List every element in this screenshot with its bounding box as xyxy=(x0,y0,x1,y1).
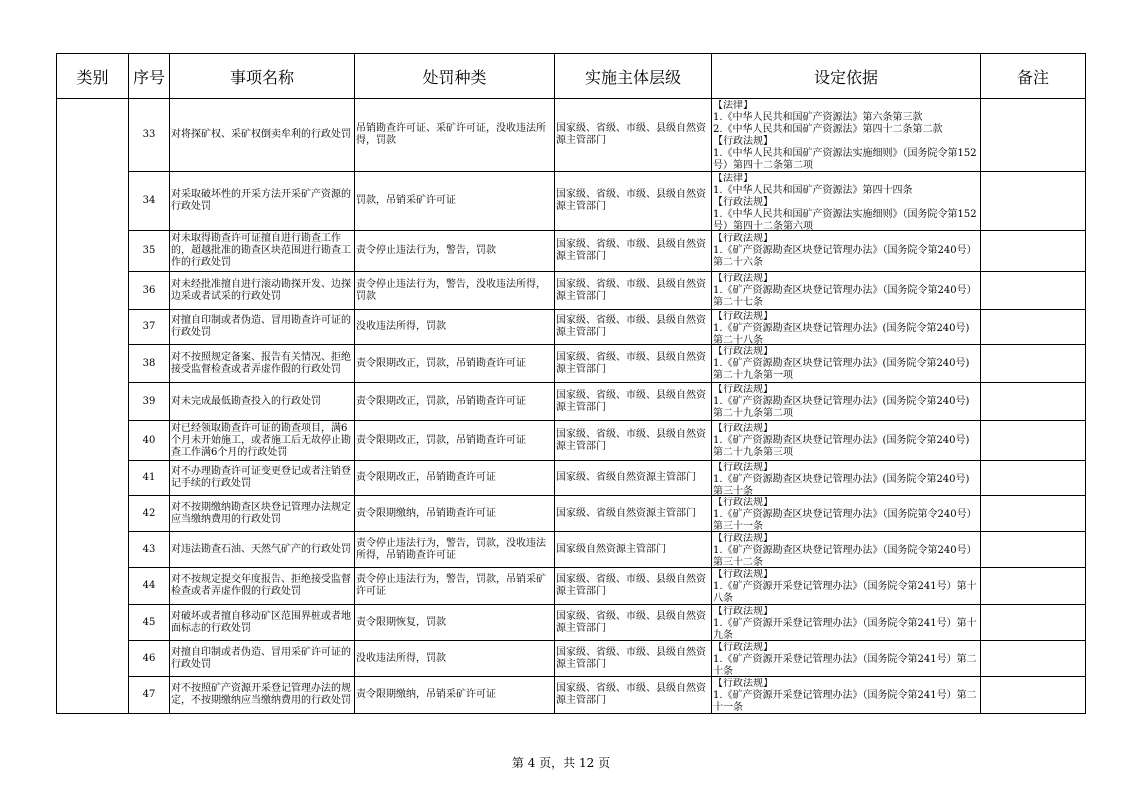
basis-line: 【法律】 xyxy=(713,99,753,111)
basis-cell xyxy=(712,532,981,568)
table-row xyxy=(57,641,1086,677)
seq-cell: 47 xyxy=(129,677,170,714)
header-penalty: 处罚种类 xyxy=(355,54,555,99)
penalty-cell: 吊销勘查许可证、采矿许可证，没收违法所得，罚款 xyxy=(355,99,555,172)
level-cell: 国家级自然资源主管部门 xyxy=(555,532,712,568)
remark-cell xyxy=(981,272,1086,310)
penalty-cell: 责令限期恢复，罚款 xyxy=(355,605,555,641)
remark-cell xyxy=(981,677,1086,714)
item-cell: 对违法勘查石油、天然气矿产的行政处罚 xyxy=(170,532,355,568)
basis-line: 【行政法规】 xyxy=(713,532,773,544)
level-cell: 国家级、省级、市级、县级自然资源主管部门 xyxy=(555,641,712,677)
item-cell: 对破坏或者擅自移动矿区范围界桩或者地面标志的行政处罚 xyxy=(170,605,355,641)
level-cell: 国家级、省级、市级、县级自然资源主管部门 xyxy=(555,310,712,345)
table-row xyxy=(57,99,1086,172)
item-cell: 对不按照规定备案、报告有关情况、拒绝接受监督检查或者弄虚作假的行政处罚 xyxy=(170,345,355,383)
basis-line: 1.《矿产资源勘查区块登记管理办法》（国务院令第240号）第三十二条 xyxy=(713,544,977,567)
basis-line: 【行政法规】 xyxy=(713,196,773,208)
level-cell: 国家级、省级、市级、县级自然资源主管部门 xyxy=(555,677,712,714)
level-cell: 国家级、省级、市级、县级自然资源主管部门 xyxy=(555,421,712,461)
seq-cell: 34 xyxy=(129,172,170,231)
table-row xyxy=(57,461,1086,496)
basis-line: 1.《中华人民共和国矿产资源法实施细则》（国务院令第152号）第四十二条第六项 xyxy=(713,208,977,230)
remark-cell xyxy=(981,345,1086,383)
page-footer: 第 4 页，共 12 页 xyxy=(511,756,611,770)
basis-line: 【行政法规】 xyxy=(713,461,773,473)
penalty-cell: 责令停止违法行为，警告，没收违法所得，罚款 xyxy=(355,272,555,310)
basis-line: 【行政法规】 xyxy=(713,568,773,580)
seq-cell: 36 xyxy=(129,272,170,310)
basis-cell xyxy=(712,605,981,641)
basis-line: 【行政法规】 xyxy=(713,135,773,147)
penalty-cell: 责令停止违法行为，警告，罚款 xyxy=(355,231,555,272)
basis-line: 1.《矿产资源勘查区块登记管理办法》(国务院令第240号)第三十条 xyxy=(713,473,970,495)
basis-line: 1.《矿产资源开采登记管理办法》（国务院令第241号）第二十一条 xyxy=(713,689,977,713)
basis-line: 【行政法规】 xyxy=(713,677,773,689)
penalty-cell: 责令限期改正，吊销勘查许可证 xyxy=(355,461,555,496)
item-cell: 对擅自印制或者伪造、冒用勘查许可证的行政处罚 xyxy=(170,310,355,345)
penalty-table xyxy=(56,53,1086,714)
header-level: 实施主体层级 xyxy=(555,54,712,99)
basis-line: 1.《中华人民共和国矿产资源法》第四十四条 xyxy=(713,184,913,196)
basis-line: 【行政法规】 xyxy=(713,496,773,508)
remark-cell xyxy=(981,461,1086,496)
header-basis: 设定依据 xyxy=(712,54,981,99)
basis-line: 1.《矿产资源勘查区块登记管理办法》(国务院令第240号)第二十九条第一项 xyxy=(713,357,970,381)
header-remark: 备注 xyxy=(981,54,1086,99)
penalty-cell: 责令限期缴纳，吊销勘查许可证 xyxy=(355,496,555,532)
item-cell: 对采取破坏性的开采方法开采矿产资源的行政处罚 xyxy=(170,172,355,231)
remark-cell xyxy=(981,383,1086,421)
basis-cell xyxy=(712,345,981,383)
table-row xyxy=(57,605,1086,641)
penalty-cell: 罚款，吊销采矿许可证 xyxy=(355,172,555,231)
remark-cell xyxy=(981,421,1086,461)
basis-cell xyxy=(712,461,981,496)
basis-line: 【行政法规】 xyxy=(713,383,773,395)
basis-line: 2.《中华人民共和国矿产资源法》第四十二条第二款 xyxy=(713,123,943,135)
level-cell: 国家级、省级自然资源主管部门 xyxy=(555,496,712,532)
header-seq: 序号 xyxy=(129,54,170,99)
remark-cell xyxy=(981,99,1086,172)
basis-cell xyxy=(712,310,981,345)
basis-line: 1.《矿产资源勘查区块登记管理办法》（国务院令第240号）第二十七条 xyxy=(713,284,977,308)
item-cell: 对将探矿权、采矿权倒卖牟利的行政处罚 xyxy=(170,99,355,172)
seq-cell: 35 xyxy=(129,231,170,272)
remark-cell xyxy=(981,310,1086,345)
table-row xyxy=(57,568,1086,605)
seq-cell: 37 xyxy=(129,310,170,345)
basis-cell xyxy=(712,383,981,421)
item-cell: 对不按期缴纳勘查区块登记管理办法规定应当缴纳费用的行政处罚 xyxy=(170,496,355,532)
remark-cell xyxy=(981,641,1086,677)
table-body xyxy=(57,99,1086,714)
item-cell: 对不按规定提交年度报告、拒绝接受监督检查或者弄虚作假的行政处罚 xyxy=(170,568,355,605)
penalty-cell: 责令限期改正，罚款，吊销勘查许可证 xyxy=(355,421,555,461)
level-cell: 国家级、省级、市级、县级自然资源主管部门 xyxy=(555,231,712,272)
basis-cell xyxy=(712,99,981,172)
table-row xyxy=(57,496,1086,532)
remark-cell xyxy=(981,231,1086,272)
basis-line: 1.《矿产资源勘查区块登记管理办法》(国务院令第240号)第二十九条第三项 xyxy=(713,434,970,458)
basis-cell xyxy=(712,677,981,714)
seq-cell: 42 xyxy=(129,496,170,532)
item-cell: 对未完成最低勘查投入的行政处罚 xyxy=(170,383,355,421)
header-item: 事项名称 xyxy=(170,54,355,99)
table-row xyxy=(57,677,1086,714)
basis-line: 1.《中华人民共和国矿产资源法实施细则》（国务院令第152号）第四十二条第二项 xyxy=(713,147,977,171)
table-row xyxy=(57,345,1086,383)
penalty-cell: 责令限期改正，罚款，吊销勘查许可证 xyxy=(355,345,555,383)
basis-cell xyxy=(712,172,981,231)
table-row xyxy=(57,231,1086,272)
item-cell: 对未经批准擅自进行滚动勘探开发、边探边采或者试采的行政处罚 xyxy=(170,272,355,310)
table-row xyxy=(57,272,1086,310)
basis-line: 【行政法规】 xyxy=(713,233,773,244)
level-cell: 国家级、省级、市级、县级自然资源主管部门 xyxy=(555,568,712,605)
header-category: 类别 xyxy=(57,54,129,99)
table-row xyxy=(57,310,1086,345)
seq-cell: 43 xyxy=(129,532,170,568)
basis-cell xyxy=(712,231,981,272)
basis-line: 1.《矿产资源勘查区块登记管理办法》(国务院令第240号)第二十九条第二项 xyxy=(713,395,970,419)
basis-cell xyxy=(712,421,981,461)
basis-line: 【行政法规】 xyxy=(713,605,773,617)
category-cell xyxy=(57,99,129,714)
remark-cell xyxy=(981,605,1086,641)
table-row xyxy=(57,532,1086,568)
remark-cell xyxy=(981,496,1086,532)
penalty-cell: 责令限期改正，罚款，吊销勘查许可证 xyxy=(355,383,555,421)
level-cell: 国家级、省级、市级、县级自然资源主管部门 xyxy=(555,99,712,172)
level-cell: 国家级、省级、市级、县级自然资源主管部门 xyxy=(555,272,712,310)
basis-line: 1.《矿产资源开采登记管理办法》（国务院令第241号）第二十条 xyxy=(713,653,977,676)
level-cell: 国家级、省级、市级、县级自然资源主管部门 xyxy=(555,172,712,231)
level-cell: 国家级、省级、市级、县级自然资源主管部门 xyxy=(555,605,712,641)
basis-line: 1.《矿产资源勘查区块登记管理办法》（国务院令第240号）第二十六条 xyxy=(713,245,977,268)
table-row xyxy=(57,421,1086,461)
level-cell: 国家级、省级自然资源主管部门 xyxy=(555,461,712,496)
basis-line: 1.《中华人民共和国矿产资源法》第六条第三款 xyxy=(713,111,923,123)
item-cell: 对不办理勘查许可证变更登记或者注销登记手续的行政处罚 xyxy=(170,461,355,496)
basis-cell xyxy=(712,568,981,605)
penalty-cell: 没收违法所得，罚款 xyxy=(355,310,555,345)
basis-line: 【行政法规】 xyxy=(713,345,773,357)
basis-cell xyxy=(712,641,981,677)
item-cell: 对未取得勘查许可证擅自进行勘查工作的，超越批准的勘查区块范围进行勘查工作的行政处罚 xyxy=(170,231,355,272)
penalty-cell: 没收违法所得，罚款 xyxy=(355,641,555,677)
level-cell: 国家级、省级、市级、县级自然资源主管部门 xyxy=(555,345,712,383)
remark-cell xyxy=(981,568,1086,605)
remark-cell xyxy=(981,172,1086,231)
seq-cell: 46 xyxy=(129,641,170,677)
basis-line: 1.《矿产资源勘查区块登记管理办法》(国务院令第240号)第二十八条 xyxy=(713,322,970,344)
basis-line: 【行政法规】 xyxy=(713,310,773,322)
item-cell: 对擅自印制或者伪造、冒用采矿许可证的行政处罚 xyxy=(170,641,355,677)
basis-line: 【行政法规】 xyxy=(713,272,773,284)
basis-line: 【法律】 xyxy=(713,172,753,184)
seq-cell: 44 xyxy=(129,568,170,605)
basis-line: 1.《矿产资源开采登记管理办法》（国务院令第241号）第十八条 xyxy=(713,580,977,604)
header-row xyxy=(57,54,1086,99)
basis-line: 【行政法规】 xyxy=(713,422,773,434)
basis-line: 【行政法规】 xyxy=(713,641,773,653)
seq-cell: 38 xyxy=(129,345,170,383)
table-row xyxy=(57,383,1086,421)
remark-cell xyxy=(981,532,1086,568)
table-row xyxy=(57,172,1086,231)
penalty-cell: 责令停止违法行为，警告，罚款，吊销采矿许可证 xyxy=(355,568,555,605)
penalty-cell: 责令限期缴纳，吊销采矿许可证 xyxy=(355,677,555,714)
basis-line: 1.《矿产资源勘查区块登记管理办法》（国务院第令240号）第三十一条 xyxy=(713,508,977,531)
penalty-cell: 责令停止违法行为，警告，罚款，没收违法所得，吊销勘查许可证 xyxy=(355,532,555,568)
basis-cell xyxy=(712,272,981,310)
item-cell: 对不按照矿产资源开采登记管理办法的规定，不按期缴纳应当缴纳费用的行政处罚 xyxy=(170,677,355,714)
seq-cell: 45 xyxy=(129,605,170,641)
basis-cell xyxy=(712,496,981,532)
seq-cell: 41 xyxy=(129,461,170,496)
basis-line: 1.《矿产资源开采登记管理办法》（国务院令第241号）第十九条 xyxy=(713,617,977,640)
seq-cell: 39 xyxy=(129,383,170,421)
seq-cell: 40 xyxy=(129,421,170,461)
item-cell: 对已经领取勘查许可证的勘查项目，满6个月未开始施工，或者施工后无故停止勘查工作满6个月的行政处罚 xyxy=(170,421,355,461)
level-cell: 国家级、省级、市级、县级自然资源主管部门 xyxy=(555,383,712,421)
seq-cell: 33 xyxy=(129,99,170,172)
